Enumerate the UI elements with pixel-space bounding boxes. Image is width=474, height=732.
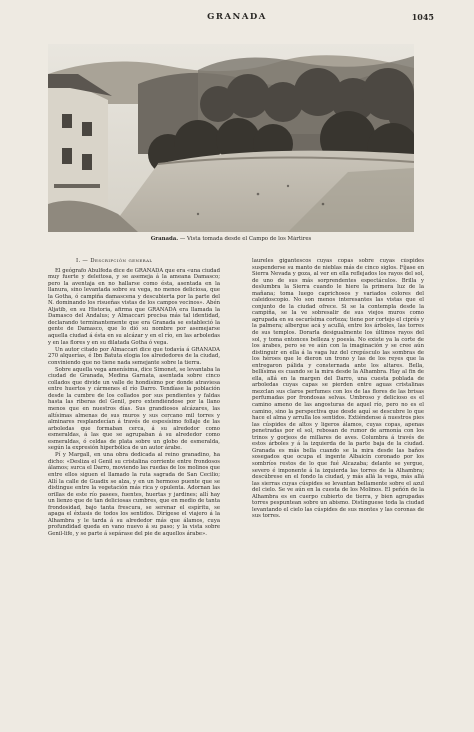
page-number: 1045 (411, 12, 434, 22)
paragraph: El geógrafo Abulfeda dice de GRANADA que era «una ciudad muy fuerte y deleitosa, y se asemeja á la ameana Damasco; pero la aventaja en no hallarse como ésta, asentada en la llanura, sino levantada sobre su vega, no menos deliciosa, que la Gotha, ó campiña damascena y descubierta por la parte del N. dominando los risueñas vistas de los campos vecinos». Abén Aljatib, en su Historia, afirma que GRANADA era llamada la Damasco del Andalus; y Almaccari precisa más tal identidad, declarando terminantemente que era Granada se estableció la gente de Damasco, que lo dió su nombre por asemejarse aquella ciudad á ésta en su alcázar y en el río, en las arboledas y en las flores y en su dilatada Gotha ó vega. (48, 267, 220, 346)
left-column (48, 258, 220, 703)
section-number: I. (76, 258, 81, 264)
paragraph: Un autor citado por Almaccari dice que todavía á GRANADA 270 alquerías, é Ibn Batuta elogia los alrededores de la ciudad, conviniendo que no tiene nada semejante sobre la tierra. (48, 346, 220, 366)
caption-text: — Vista tomada desde el Campo de los Mártires (179, 236, 312, 242)
paragraph: laureles gigantescos cuyas copas sobre cuyas cúspides suspenderse su manto de nieblas más de cinco siglos. Fíjase en Sierra Nevada y goza, al ver en ella reflejados los rayos del sol, de uno de sus más sorprendentes espectáculos. Brilla y deslumbra la Sierra cuando le hiere la primera luz de la mañana; toma luego caprichosos y variados colores del caleidoscopio. No son menos interesantes las vistas que el conjunto de la ciudad ofrece. Si se la contempla desde la campiña, se la ve sobresalir de sus viejos muros como agrupada en su oscurísima corteza; tiene por cortejo el ciprés y la palmera; albergue acá y acullá, entre los árboles, las torres de sus templos. Dorarla desigualmente los últimos rayos del sol, y toma entonces belleza y poesía. No existe ya la corte de los árabes, pero se ve aún con la imaginación y se cree aún distinguir en ella á la vaga luz del crepúsculo las sombras de los héroes que le dieron un trono y las de los reyes que la entregaron pálida y consternada ante los altares. Bella, bellísima es cuando se la mira desde la Alhambra. Hay al fin de ella, allá en la margen del Darro, una cuesta poblada de arboledas cuyas capas se pierden entre aguas cristalinas mezclan sus claros perfumes con los de las flores de las brisas perfumadas por frondosas selvas. Umbroso y delicioso es el camino ameno de las angosturas de aquel río, pero no es el camino, sino la perspectiva que desde aquí se descubre lo que hace el alma y arrulla los sentidos. Extiéndense á nuestros pies las cúspides de altos y ligeros álamos, cuyas copas, apenas penetradas por el sol, rebosan de rumor de armonía con los trinos y gorjeos de millares de aves. Columbra á través de estos árboles y á la izquierda de la parte baja de la ciudad. Granada es más bella cuando se la mira desde las baños sosegados que ocupa el ingente Albaicín coronado por los sombríos restos de lo que fué Alcazaba; delante se yergue, severo é imponente á la izquierda las torres de la Alhambra; descúbrese en el fondo la ciudad, y más allá la vega, más allá las sierras cuyas cúspides se levantan bellamente sobre el azul del cielo. Se ve aún en la cuesta de los Molinos. El peñón de la Alhambra es en cuerpo cubierto de tierra, y bien agrupadas torres pespuntean sobre un abismo. Distínguese toda la ciudad levantando el cielo las cúspides de sus montes y las coronas de sus torres. (252, 258, 424, 520)
paragraph: Sobre aquella vega amenísima, dice Simonet, se levantaba la ciudad de Granada, Medina Garnata, asentada sobre cinco collados que divide un valle de hondísimo por donde atraviesa entre huertos y cármenes el río Darro. Tendíase la población desde la cumbre de los collados por sus pendientes y faldas hasta las riberas del Genil, pero extendiéndose por la llano menos que en nuestros días. Sus grandiosos alcázares, las altísimas almenas de sus muros y sus cercano mil torres y alminares resplandecían á través de espesísimo follaje de las arboledas que formaban cerca, á su alrededor como esmeraldas, á las que se agrupaban á su alrededor como esmeraldas, ó celdas de plata sobre un globo de esmeralda, según la expresión hiperbólica de un autor árabe. (48, 366, 220, 452)
landscape-photo (48, 44, 414, 232)
paragraph: Pí y Margall, en una obra dedicada al reino granadino, ha dicho: «Desliza el Genil su cristalina corriente entre frondosos álamos; surca el Darro, moviendo las ruedas de los molinos que entre ellos siguen el llamado la ruta sagrada de San Cecilio; Allí la calle de Guadix se alza, y en un hermoso puente que se distingue entre la vegetación más rica y opulenta. Adornan las orillas de este río pasees, fuentes, huertas y jardines; allí hay un lienzo que de tan deliciosas cumbres, que en medio de tanta frondosidad, bajo tanta frescura, se serenar el espíritu, se apaga el éxtasis de todos los sentidos. Dirígese el viajero á la Alhambra y le tarda á su alrededor más que álamos, cuya profundidad queda en vano nuevo á su paso; y la vista sobre Genil-life, y se parte á sepárase del pie de aquellos árabe». (48, 452, 220, 537)
caption-place: Granada. (150, 236, 179, 242)
running-title: GRANADA (207, 12, 267, 22)
running-head (40, 12, 434, 26)
right-column (252, 258, 424, 703)
figure-caption (48, 236, 414, 243)
section-heading (48, 258, 220, 265)
section-title: — Descripción general (82, 258, 153, 264)
